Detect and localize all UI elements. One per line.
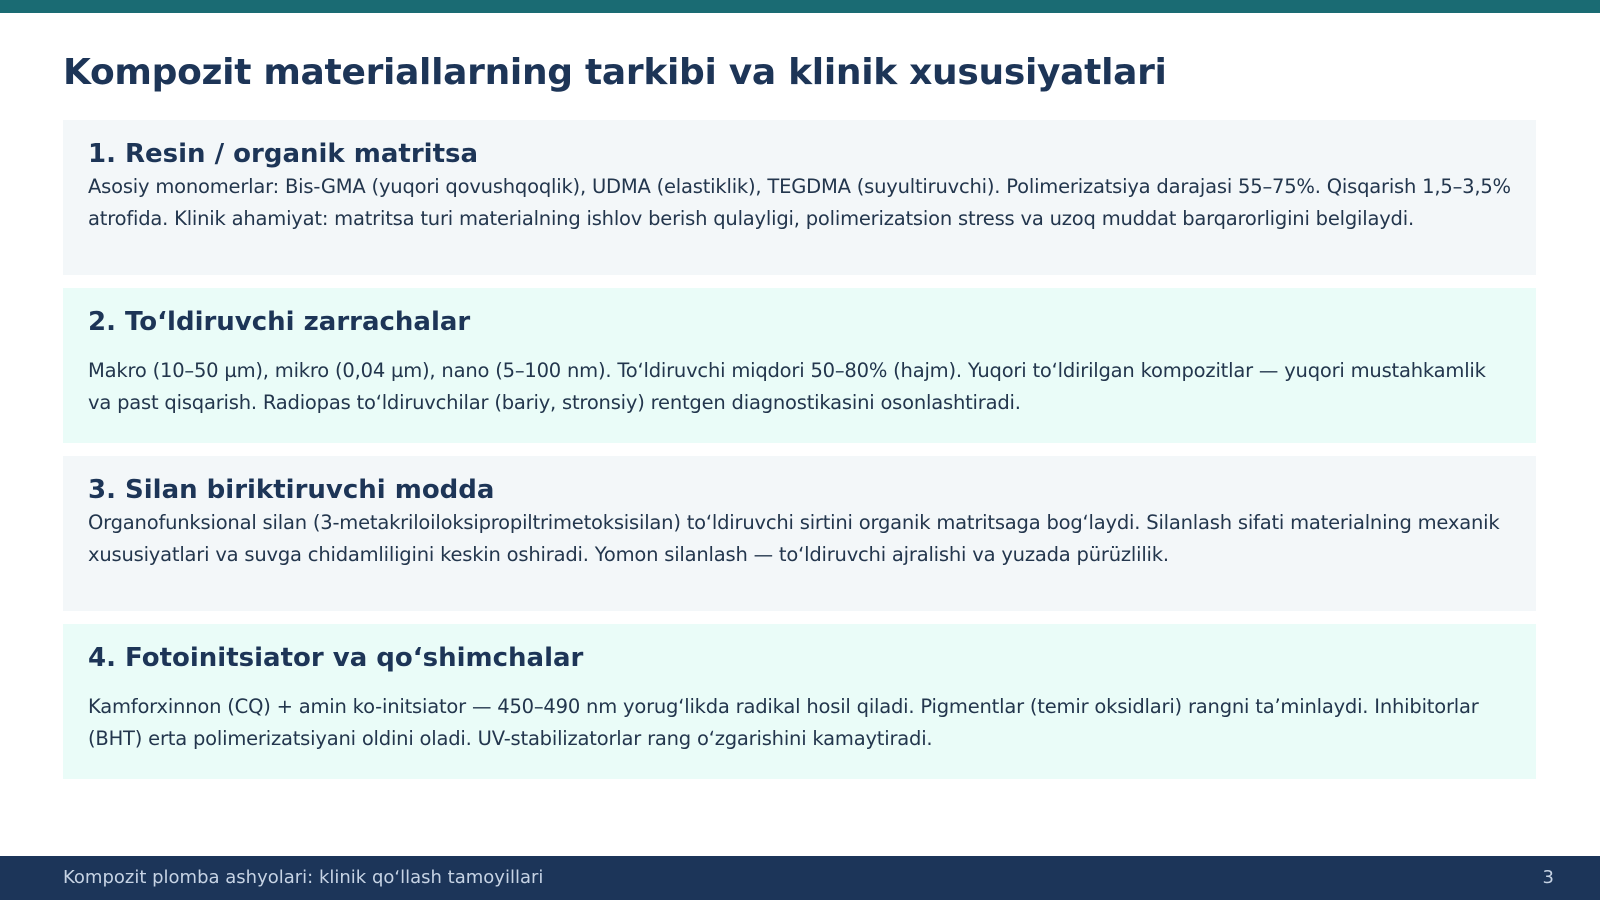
section-heading: 2. Toʻldiruvchi zarrachalar [88, 307, 471, 337]
footer-title: Kompozit plomba ashyolari: klinik qoʻllash tamoyillari [63, 867, 544, 888]
section-filler-particles [63, 288, 1536, 443]
top-accent-bar [0, 0, 1600, 13]
section-silane-coupling [63, 456, 1536, 611]
section-resin-matrix [63, 120, 1536, 275]
section-text: Asosiy monomerlar: Bis-GMA (yuqori qovushqoqlik), UDMA (elastiklik), TEGDMA (suyultiruvchi). Polimerizatsiya darajasi 55–75%. Qisqarish 1,5–3,5% atrofida. Klinik ahamiyat: matritsa turi materialning ishlov berish qulayligi, polimerizatsion stress va uzoq muddat barqarorligini belgilaydi. [88, 175, 1511, 230]
section-heading: 1. Resin / organik matritsa [88, 139, 479, 169]
section-text: Organofunksional silan (3-metakriloiloksipropiltrimetoksisilan) toʻldiruvchi sirtini organik matritsaga bogʻlaydi. Silanlash sifati materialning mexanik xususiyatlari va suvga chidamliligini keskin oshiradi. Yomon silanlash — toʻldiruvchi ajralishi va yuzada pürüzlilik. [88, 511, 1500, 566]
page-title: Kompozit materiallarning tarkibi va klinik xususiyatlari [63, 52, 1167, 93]
section-photoinitiator [63, 624, 1536, 779]
footer-bar [0, 856, 1600, 900]
sections-list [63, 120, 1536, 792]
page-number: 3 [1542, 867, 1554, 888]
section-text: Kamforxinnon (CQ) + amin ko-initsiator — 450–490 nm yorugʻlikda radikal hosil qiladi. Pigmentlar (temir oksidlari) rangni taʼminlaydi. Inhibitorlar (BHT) erta polimerizatsiyani oldini oladi. UV-stabilizatorlar rang oʻzgarishini kamaytiradi. [88, 695, 1479, 750]
section-text: Makro (10–50 µm), mikro (0,04 µm), nano (5–100 nm). Toʻldiruvchi miqdori 50–80% (hajm). Yuqori toʻldirilgan kompozitlar — yuqori mustahkamlik va past qisqarish. Radiopas toʻldiruvchilar (bariy, stronsiy) rentgen diagnostikasini osonlashtiradi. [88, 359, 1486, 414]
section-heading: 4. Fotoinitsiator va qoʻshimchalar [88, 643, 584, 673]
section-heading: 3. Silan biriktiruvchi modda [88, 475, 495, 505]
